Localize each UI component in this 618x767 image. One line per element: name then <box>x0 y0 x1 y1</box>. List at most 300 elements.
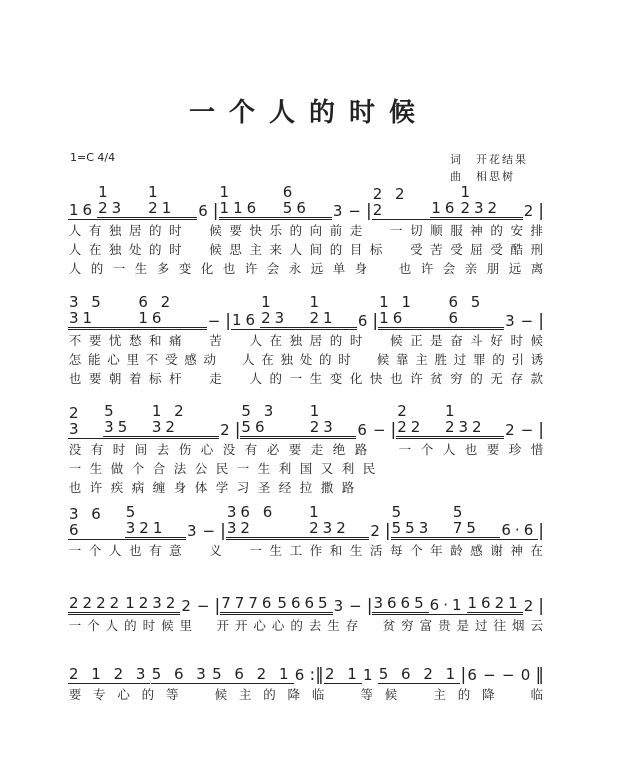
lyric-char: 一 <box>249 543 262 558</box>
lyric-char: 人 <box>105 618 119 633</box>
lyric-char: 等 <box>165 687 179 702</box>
lyric-char: 时 <box>349 333 363 348</box>
lyric-char: 乐 <box>269 223 283 238</box>
lyric-char: 去 <box>308 618 322 633</box>
lyric-char: 候 <box>389 333 403 348</box>
lyric-char: 远 <box>508 261 522 276</box>
lyric-char: 苦 <box>209 333 222 348</box>
lyric-char: 要 <box>88 371 102 386</box>
lyric-char <box>530 479 544 496</box>
note-group: 5 35 <box>103 403 151 439</box>
lyric-char: 临 <box>530 687 544 702</box>
note-group: 2 <box>181 597 195 615</box>
lyric-char: 人 <box>68 242 82 257</box>
lyric-char: 人 <box>249 371 262 386</box>
lyric-char: 许 <box>244 261 258 276</box>
lyric-char: 服 <box>450 223 463 238</box>
lyric-char: 标 <box>149 371 162 386</box>
lyric-char: 存 <box>345 618 359 633</box>
lyric-char: 学 <box>215 480 229 495</box>
lyric-char: 前 <box>329 223 343 238</box>
lyric-char <box>229 332 243 349</box>
lyric-char: 要 <box>88 333 102 348</box>
lyric-char: 生 <box>257 461 271 476</box>
note-group: 1 116 <box>219 184 282 220</box>
lyricist: 词 开花结果 <box>450 153 528 166</box>
lyric-char: 等 <box>360 687 373 702</box>
bar-line: :‖ <box>309 665 324 685</box>
note-group: − <box>483 666 500 684</box>
lyric-char: 惜 <box>530 442 544 457</box>
lyric-char: 变 <box>178 261 192 276</box>
lyric-char: 也 <box>398 261 412 276</box>
lyric-char: 缠 <box>152 480 166 495</box>
note-group: 1 23 <box>260 294 308 330</box>
lyrics-line <box>68 542 544 559</box>
lyric-char: 屈 <box>470 242 483 257</box>
lyric-char: 远 <box>310 261 324 276</box>
lyric-char: 里 <box>126 352 139 367</box>
lyric-char: 要 <box>486 442 500 457</box>
lyric-char: 体 <box>194 480 208 495</box>
lyrics-line <box>68 370 544 387</box>
lyric-char <box>188 370 202 387</box>
notes-row <box>68 293 544 331</box>
lyric-char: 快 <box>249 223 262 238</box>
lyric-char: 主 <box>238 687 252 702</box>
lyric-char: 忧 <box>108 333 122 348</box>
lyric-char: 独 <box>108 242 122 257</box>
lyric-char: 是 <box>430 333 443 348</box>
note-group: − <box>202 522 220 540</box>
lyric-char: 人 <box>108 543 122 558</box>
note-group: 3 6 6 <box>68 506 125 540</box>
lyric-char: 的 <box>269 371 283 386</box>
staff-system <box>68 402 544 496</box>
lyric-char: 受 <box>164 352 178 367</box>
lyric-char: 不 <box>68 333 82 348</box>
lyric-char: 标 <box>369 242 383 257</box>
lyric-char <box>376 441 390 458</box>
lyric-char <box>488 479 502 496</box>
lyric-char: 民 <box>362 461 376 476</box>
note-group: 1 2 32 <box>151 403 219 439</box>
lyric-char: 顺 <box>430 223 443 238</box>
lyric-char: 受 <box>450 242 463 257</box>
lyric-char: 一 <box>68 618 82 633</box>
lyric-char: 一 <box>68 461 82 476</box>
notes-row <box>68 183 544 221</box>
lyric-char: 一 <box>112 261 126 276</box>
lyric-char <box>357 351 371 368</box>
lyric-char: 胜 <box>434 352 447 367</box>
note-group: 5 6 2 1 <box>212 665 293 683</box>
bar-line: | <box>538 201 544 221</box>
lyric-char: 思 <box>229 242 242 257</box>
lyric-char: 活 <box>369 543 383 558</box>
note-group: − <box>520 312 538 330</box>
lyric-char: 候 <box>161 618 174 633</box>
lyric-char: 好 <box>490 333 503 348</box>
lyric-char: 目 <box>349 242 363 257</box>
note-group: 3 <box>505 312 519 330</box>
lyric-char: 贫 <box>430 371 443 386</box>
lyric-char <box>425 460 439 477</box>
lyrics-line <box>68 222 544 239</box>
note-group: 6 56 <box>282 184 332 220</box>
staff-system <box>68 183 544 277</box>
note-group: 5 3 56 <box>240 403 308 439</box>
lyric-char: 作 <box>309 543 323 558</box>
staff-system <box>68 293 544 387</box>
lyric-char: 每 <box>389 543 403 558</box>
lyric-char: 开 <box>216 618 229 633</box>
note-group: 1 232 <box>444 403 504 439</box>
lyric-char: 的 <box>90 261 104 276</box>
lyric-char: 的 <box>124 618 137 633</box>
lyric-char: 走 <box>209 371 222 386</box>
lyric-char: 感 <box>470 543 483 558</box>
lyric-char: 候 <box>376 352 390 367</box>
note-group: 2 22 <box>396 403 444 439</box>
lyric-char: 路 <box>341 480 355 495</box>
lyric-char: 在 <box>261 352 274 367</box>
lyric-char: 一 <box>389 223 403 238</box>
lyric-char: 刑 <box>530 242 544 257</box>
lyric-char: 受 <box>410 242 423 257</box>
note-group: − <box>348 202 365 220</box>
lyric-char: 生 <box>309 371 323 386</box>
bar-line: | <box>366 201 372 221</box>
lyric-char: 时 <box>142 618 156 633</box>
note-group: 5 75 <box>452 504 501 540</box>
note-group: 6·1 <box>429 596 466 614</box>
lyric-char: 永 <box>288 261 302 276</box>
lyric-char: 绝 <box>332 442 346 457</box>
lyric-char: 心 <box>107 352 120 367</box>
lyric-char <box>188 332 202 349</box>
lyric-char: 会 <box>442 261 456 276</box>
lyric-char: 生 <box>327 618 340 633</box>
lyric-char: 在 <box>269 333 283 348</box>
lyric-char <box>362 479 376 496</box>
lyric-char: 愁 <box>128 333 142 348</box>
lyric-char: 多 <box>156 261 170 276</box>
lyric-char: 在 <box>88 242 102 257</box>
note-group: 16 <box>232 311 260 329</box>
lyric-char: 也 <box>68 371 82 386</box>
note-group: − <box>349 597 366 615</box>
lyric-char: 公 <box>194 461 208 476</box>
lyric-char <box>404 479 418 496</box>
lyric-char: 单 <box>332 261 346 276</box>
lyric-char: 时 <box>510 333 523 348</box>
lyric-char: 时 <box>169 223 182 238</box>
lyric-char: 居 <box>128 223 142 238</box>
lyric-char: 许 <box>420 261 434 276</box>
lyric-char: 痛 <box>169 333 182 348</box>
lyric-char: 意 <box>169 543 182 558</box>
lyric-char: 的 <box>290 618 303 633</box>
note-group: 6 <box>294 666 309 684</box>
lyric-char <box>404 460 418 477</box>
note-group: 1 23 <box>97 184 147 220</box>
note-group: 3 <box>187 522 201 540</box>
lyric-char: 在 <box>530 543 544 558</box>
lyric-char: 的 <box>490 223 503 238</box>
lyric-char: 的 <box>457 687 471 702</box>
lyric-char <box>509 479 523 496</box>
lyric-char: 候 <box>209 223 222 238</box>
note-group: 6 <box>357 421 371 439</box>
bar-line: | <box>460 665 467 685</box>
lyric-char <box>369 332 383 349</box>
note-group: 5 6 2 1 <box>378 665 460 683</box>
lyric-char: 也 <box>68 480 82 495</box>
lyric-char: 要 <box>68 687 82 702</box>
lyric-char: 一 <box>398 442 412 457</box>
lyric-char: 许 <box>89 480 103 495</box>
lyric-char: 诱 <box>530 352 544 367</box>
lyric-char: 人 <box>249 333 262 348</box>
lyric-char: 民 <box>215 461 229 476</box>
lyric-char: 个 <box>410 543 423 558</box>
key-signature: 1=C 4/4 <box>70 151 116 164</box>
lyrics-line <box>68 260 544 277</box>
lyric-char: 生 <box>134 261 148 276</box>
lyric-char: 身 <box>354 261 368 276</box>
lyric-char: 的 <box>470 371 483 386</box>
lyric-char <box>229 370 243 387</box>
lyric-char: 苦 <box>430 242 443 257</box>
lyric-char: 独 <box>108 223 122 238</box>
lyric-char: 无 <box>490 371 503 386</box>
note-group: − <box>196 597 214 615</box>
lyric-char: 候 <box>530 333 544 348</box>
bar-line: ‖ <box>535 665 544 685</box>
lyric-char: 候 <box>209 242 222 257</box>
lyric-char: 朋 <box>486 261 500 276</box>
lyric-char: 的 <box>329 242 343 257</box>
lyric-char: 也 <box>222 261 236 276</box>
lyric-char <box>335 686 349 703</box>
lyric-char: 一 <box>289 371 303 386</box>
lyric-char <box>383 460 397 477</box>
lyrics-line <box>68 351 544 368</box>
note-group: 1 232 <box>459 184 522 220</box>
lyrics-line <box>68 332 544 349</box>
lyric-char: 一 <box>236 461 250 476</box>
lyric-char: 亲 <box>464 261 478 276</box>
lyric-char: 变 <box>329 371 343 386</box>
lyric-char: 化 <box>200 261 214 276</box>
note-group: 3665 <box>372 595 428 615</box>
lyric-char: 身 <box>173 480 187 495</box>
lyric-char: 生 <box>269 543 283 558</box>
note-group: 2 <box>220 421 234 439</box>
note-group: 5665 <box>276 595 332 615</box>
note-group: 16 <box>430 200 459 220</box>
lyric-char: 病 <box>131 480 145 495</box>
note-group: 0 <box>520 666 535 684</box>
lyric-char <box>425 479 439 496</box>
lyric-char: 拉 <box>299 480 313 495</box>
lyric-char: 心 <box>253 618 266 633</box>
notes-row <box>68 593 544 615</box>
lyric-char <box>389 241 403 258</box>
lyric-char: 心 <box>271 618 285 633</box>
lyric-char: 过 <box>475 618 488 633</box>
bar-line: | <box>390 420 397 440</box>
lyric-char: 快 <box>369 371 383 386</box>
lyric-char: 撒 <box>320 480 334 495</box>
lyric-char: 主 <box>415 352 428 367</box>
lyric-char: 开 <box>234 618 248 633</box>
note-group: 36 6 32 <box>226 504 308 540</box>
lyric-char: 义 <box>209 543 222 558</box>
lyric-char: 的 <box>318 352 332 367</box>
lyric-char: 处 <box>299 352 313 367</box>
lyric-char: 龄 <box>450 543 463 558</box>
lyric-char: 款 <box>530 371 544 386</box>
bar-line: | <box>366 596 373 616</box>
note-group: 2 2 2 <box>372 186 431 220</box>
lyrics-line <box>68 686 544 703</box>
lyric-char: 切 <box>410 223 423 238</box>
lyric-char: 去 <box>156 442 170 457</box>
note-group: 2 3 <box>68 405 103 439</box>
note-group: 6 5 6 <box>448 294 505 330</box>
lyric-char <box>506 686 520 703</box>
lyric-char: 和 <box>149 333 162 348</box>
bar-line: | <box>214 596 221 616</box>
lyric-char: 人 <box>289 242 303 257</box>
lyric-char: 时 <box>338 352 351 367</box>
lyric-char: 排 <box>530 223 544 238</box>
lyric-char: 主 <box>249 242 262 257</box>
lyric-char: 没 <box>68 442 82 457</box>
lyric-char: 又 <box>320 461 334 476</box>
lyric-char: 的 <box>289 223 303 238</box>
lyric-char: 穷 <box>401 618 414 633</box>
lyric-char <box>488 460 502 477</box>
staff-system <box>68 503 544 559</box>
lyric-char: 离 <box>530 261 544 276</box>
lyric-char: 经 <box>278 480 292 495</box>
lyric-char: 时 <box>112 442 126 457</box>
lyric-char: 存 <box>510 371 523 386</box>
lyric-char: 年 <box>430 543 443 558</box>
bar-line: | <box>372 311 379 331</box>
lyric-char: 降 <box>287 687 301 702</box>
lyric-char: 富 <box>419 618 433 633</box>
bar-line: | <box>384 521 391 541</box>
lyric-char: 专 <box>93 687 106 702</box>
song-title: 一个人的时候 <box>188 98 429 128</box>
lyric-char <box>229 542 243 559</box>
note-group: 6 <box>198 202 212 220</box>
lyric-char: 伤 <box>178 442 192 457</box>
lyric-char <box>190 686 204 703</box>
lyric-char: 神 <box>470 223 483 238</box>
lyric-char: 走 <box>310 442 324 457</box>
note-group: − <box>501 666 519 684</box>
lyric-char: 个 <box>87 618 100 633</box>
lyric-char: 朝 <box>108 371 122 386</box>
bar-line: | <box>225 311 231 331</box>
lyric-char: 心 <box>117 687 130 702</box>
note-group: 1621 <box>467 595 523 615</box>
lyric-char: 贵 <box>438 618 451 633</box>
lyric-char: 法 <box>173 461 187 476</box>
lyric-char: 化 <box>349 371 363 386</box>
bar-line: | <box>538 311 544 331</box>
lyric-char: 圣 <box>257 480 271 495</box>
note-group: 6 <box>357 312 372 330</box>
lyric-char: 是 <box>456 618 470 633</box>
note-group: 2222 <box>68 595 124 615</box>
lyric-char: 有 <box>244 442 258 457</box>
note-group: 5 6 3 <box>151 665 210 683</box>
lyric-char: 国 <box>299 461 313 476</box>
note-group: 3 5 31 <box>68 294 137 330</box>
lyric-char: 合 <box>152 461 166 476</box>
lyric-char: 间 <box>309 242 323 257</box>
lyric-char: 利 <box>278 461 292 476</box>
lyric-char: 有 <box>90 442 104 457</box>
lyric-char: 神 <box>510 543 523 558</box>
lyric-char: 生 <box>89 461 103 476</box>
note-group: 6·6 <box>501 521 538 539</box>
lyric-char: 生 <box>349 543 363 558</box>
lyric-char: 贫 <box>382 618 396 633</box>
note-group: 6 <box>467 666 481 684</box>
lyric-char: 必 <box>266 442 280 457</box>
lyric-char: 候 <box>384 687 398 702</box>
lyric-char <box>188 542 202 559</box>
note-group: − <box>207 312 225 330</box>
lyric-char: 怎 <box>68 352 82 367</box>
note-group: 2 <box>505 421 519 439</box>
lyric-char: 酷 <box>510 242 523 257</box>
lyrics-line <box>68 460 544 477</box>
note-group: 1 21 <box>147 184 197 220</box>
lyric-char: 候 <box>214 687 228 702</box>
note-group: 3 <box>333 597 348 615</box>
lyric-char <box>446 460 460 477</box>
note-group: 1 232 <box>308 504 369 540</box>
composer: 曲 相思树 <box>450 170 515 183</box>
lyric-char: 独 <box>280 352 293 367</box>
note-group: 16 <box>69 201 97 219</box>
lyric-char <box>188 222 202 239</box>
note-group: 5 553 <box>391 504 452 540</box>
lyric-char: 引 <box>511 352 524 367</box>
notes-row <box>68 402 544 440</box>
lyric-char: 向 <box>309 223 323 238</box>
lyric-char: 云 <box>530 618 543 633</box>
lyric-char: 人 <box>442 442 456 457</box>
bar-line: | <box>538 596 544 616</box>
lyric-char: 靠 <box>395 352 409 367</box>
bar-line: | <box>212 201 219 221</box>
lyrics-line <box>68 441 544 458</box>
lyric-char <box>530 460 544 477</box>
bar-line: | <box>220 521 226 541</box>
note-group: − <box>372 421 390 439</box>
lyric-char: 和 <box>329 543 343 558</box>
note-group: 6 2 16 <box>137 294 206 330</box>
